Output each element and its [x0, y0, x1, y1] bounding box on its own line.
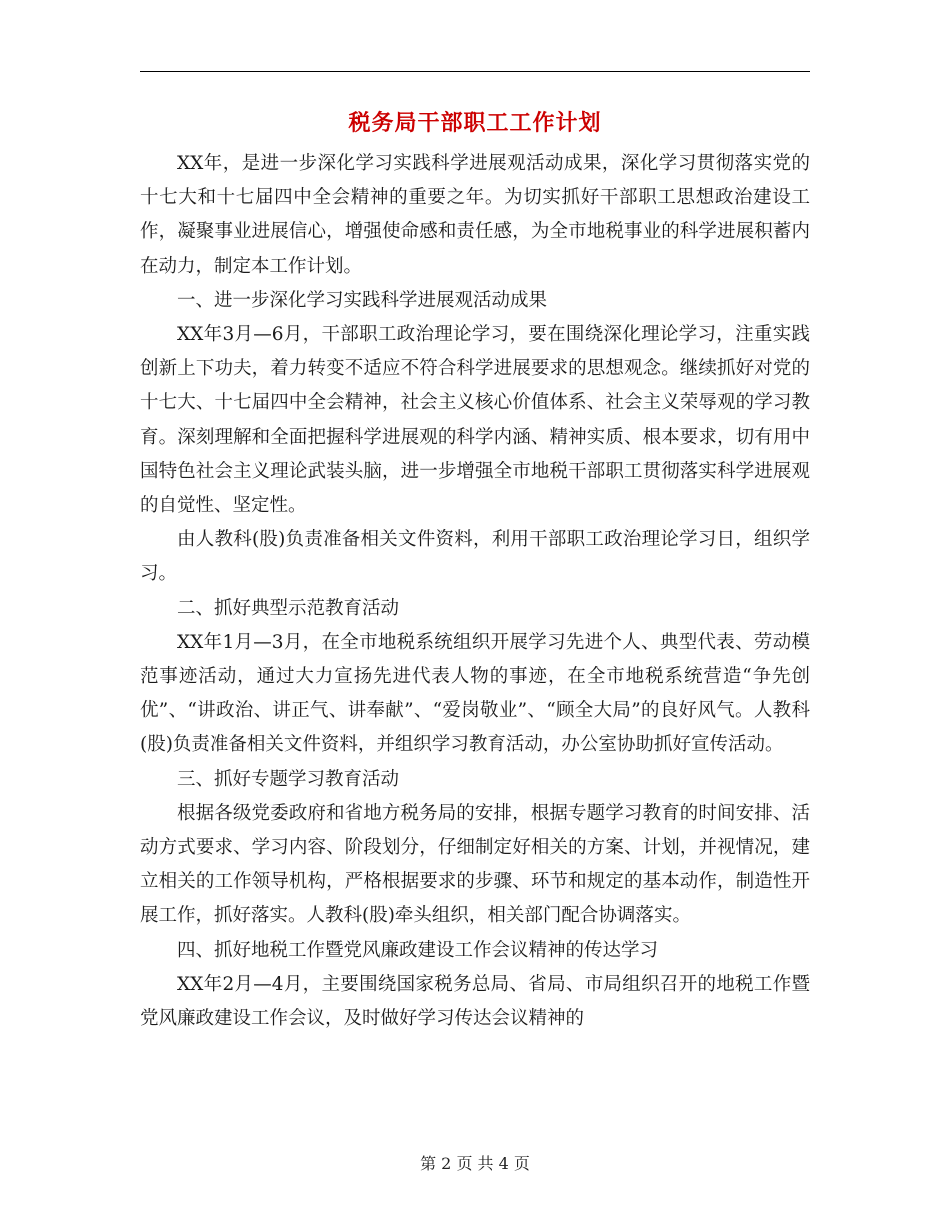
paragraph-section-3: 根据各级党委政府和省地方税务局的安排，根据专题学习教育的时间安排、活动方式要求、学习内容、阶段划分，仔细制定好相关的方案、计划，并视情况，建立相关的工作领导机构，严格根据要求的步骤、环节和规定的基本动作，制造性开展工作，抓好落实。人教科(股)牵头组织，相关部门配合协调落实。: [140, 802, 810, 927]
paragraph-section-1: XX年3月—6月，干部职工政治理论学习，要在围绕深化理论学习，注重实践创新上下功夫，着力转变不适应不符合科学进展要求的思想观念。继续抓好对党的十七大、十七届四中全会精神，社会主义核心价值体系、社会主义荣辱观的学习教育。深刻理解和全面把握科学进展观的科学内涵、精神实质、根本要求，切有用中国特色社会主义理论武装头脑，进一步增强全市地税干部职工贯彻落实科学进展观的自觉性、坚定性。: [140, 324, 810, 517]
section-heading-1: 一、进一步深化学习实践科学进展观活动成果: [177, 289, 548, 311]
paragraph-intro: XX年，是进一步深化学习实践科学进展观活动成果，深化学习贯彻落实党的十七大和十七届四中全会精神的重要之年。为切实抓好干部职工思想政治建设工作，凝聚事业进展信心，增强使命感和责任感，为全市地税事业的科学进展积蓄内在动力，制定本工作计划。: [140, 153, 810, 277]
document-title: 税务局干部职工工作计划: [348, 111, 602, 136]
paragraph-section-1-note: 由人教科(股)负责准备相关文件资料，利用干部职工政治理论学习日，组织学习。: [140, 529, 810, 585]
paragraph-section-4: XX年2月—4月，主要围绕国家税务总局、省局、市局组织召开的地税工作暨党风廉政建设工作会议，及时做好学习传达会议精神的: [140, 973, 810, 1030]
section-heading-3: 三、抓好专题学习教育活动: [177, 768, 400, 790]
page-number: 第 2 页 共 4 页: [420, 1154, 530, 1173]
paragraph-section-2: XX年1月—3月，在全市地税系统组织开展学习先进个人、典型代表、劳动模范事迹活动，通过大力宣扬先进代表人物的事迹，在全市地税系统营造“争先创优”、“讲政治、讲正气、讲奉献”、“爱岗敬业”、“顾全大局”的良好风气。人教科(股)负责准备相关文件资料，并组织学习教育活动，办公室协助抓好宣传活动。: [140, 631, 810, 756]
section-heading-4: 四、抓好地税工作暨党风廉政建设工作会议精神的传达学习: [177, 939, 659, 961]
document-body: [140, 147, 810, 1036]
section-heading-2: 二、抓好典型示范教育活动: [177, 597, 400, 619]
header-rule: [140, 71, 810, 72]
